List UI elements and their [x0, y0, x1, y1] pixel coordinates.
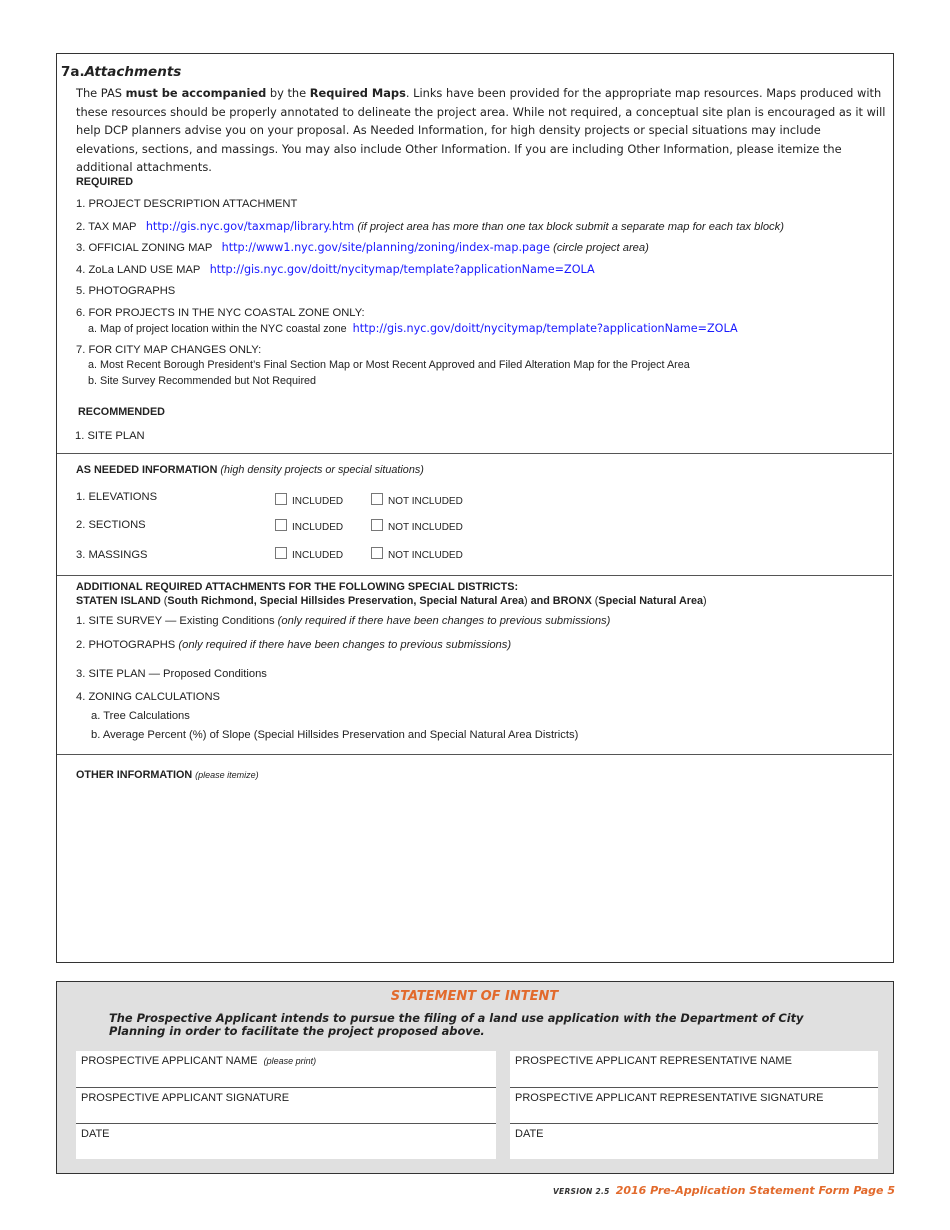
required-item-7b: b. Site Survey Recommended but Not Required: [88, 375, 317, 387]
other-info-heading: OTHER INFORMATION (please itemize): [76, 769, 259, 781]
special-item-1: 1. SITE SURVEY — Existing Conditions (only required if there have been changes to previous submissions): [76, 615, 611, 627]
required-item-7: 7. FOR CITY MAP CHANGES ONLY:: [76, 344, 262, 356]
statement-of-intent: [56, 981, 894, 1174]
field-divider: [76, 1123, 496, 1124]
other-info-area[interactable]: [76, 789, 876, 954]
applicant-signature-field[interactable]: PROSPECTIVE APPLICANT SIGNATURE: [76, 1088, 496, 1123]
special-item-3: 3. SITE PLAN — Proposed Conditions: [76, 668, 267, 680]
as-needed-row-massings: 3. MASSINGS: [76, 549, 148, 561]
required-item-1: 1. PROJECT DESCRIPTION ATTACHMENT: [76, 198, 298, 210]
statement-title: STATEMENT OF INTENT: [390, 989, 559, 1004]
checkbox[interactable]: [371, 547, 383, 559]
tax-map-link[interactable]: http://gis.nyc.gov/taxmap/library.htm: [145, 220, 355, 233]
section-title: 7a.Attachments: [61, 64, 182, 80]
sections-not-included[interactable]: NOT INCLUDED: [371, 519, 463, 533]
as-needed-row-sections: 2. SECTIONS: [76, 519, 146, 531]
special-districts-heading: ADDITIONAL REQUIRED ATTACHMENTS FOR THE FOLLOWING SPECIAL DISTRICTS:: [76, 581, 519, 593]
checkbox[interactable]: [371, 519, 383, 531]
required-item-6a: a. Map of project location within the NYC coastal zone http://gis.nyc.gov/doitt/nycitymap/template?applicationName=ZOLA: [88, 322, 738, 335]
special-item-2: 2. PHOTOGRAPHS (only required if there have been changes to previous submissions): [76, 639, 512, 651]
required-item-6: 6. FOR PROJECTS IN THE NYC COASTAL ZONE ONLY:: [76, 307, 365, 319]
special-item-4: 4. ZONING CALCULATIONS: [76, 691, 221, 703]
zoning-map-link[interactable]: http://www1.nyc.gov/site/planning/zoning/index-map.page: [221, 241, 550, 254]
as-needed-heading: AS NEEDED INFORMATION (high density projects or special situations): [76, 464, 424, 476]
field-divider: [76, 1087, 496, 1088]
elevations-not-included[interactable]: NOT INCLUDED: [371, 493, 463, 507]
special-item-4b: b. Average Percent (%) of Slope (Special Hillsides Preservation and Special Natural Area Districts): [91, 729, 579, 741]
required-item-3: 3. OFFICIAL ZONING MAP http://www1.nyc.gov/site/planning/zoning/index-map.page (circle project area): [76, 241, 649, 254]
sections-included[interactable]: INCLUDED: [275, 519, 343, 533]
required-item-7a: a. Most Recent Borough President’s Final Section Map or Most Recent Approved and Filed Alteration Map for the Project Area: [88, 359, 690, 371]
representative-date-field[interactable]: DATE: [510, 1124, 878, 1159]
field-divider: [510, 1123, 878, 1124]
elevations-included[interactable]: INCLUDED: [275, 493, 343, 507]
checkbox[interactable]: [275, 547, 287, 559]
page-footer: VERSION 2.5 2016 Pre-Application Statement Form Page 5: [552, 1184, 895, 1197]
checkbox[interactable]: [275, 493, 287, 505]
special-districts-subheading: STATEN ISLAND (South Richmond, Special Hillsides Preservation, Special Natural Area) and BRONX (Special Natural Area): [76, 595, 707, 607]
field-divider: [510, 1087, 878, 1088]
checkbox[interactable]: [371, 493, 383, 505]
intro-paragraph: The PAS must be accompanied by the Required Maps. Links have been provided for the appropriate map resources. Maps produced with these resources should be properly annotated to delineate the project area. While not required, a conceptual site plan is encouraged as it will help DCP planners advise you on your proposal. As Needed Information, for high density projects or special situations may include elevations, sections, and massings. You may also include Other Information. If you are including Other Information, please itemize the additional attachments.: [76, 86, 886, 175]
massings-included[interactable]: INCLUDED: [275, 547, 343, 561]
representative-signature-field[interactable]: PROSPECTIVE APPLICANT REPRESENTATIVE SIGNATURE: [510, 1088, 878, 1123]
special-item-4a: a. Tree Calculations: [91, 710, 190, 722]
required-item-5: 5. PHOTOGRAPHS: [76, 285, 176, 297]
checkbox[interactable]: [275, 519, 287, 531]
representative-name-field[interactable]: PROSPECTIVE APPLICANT REPRESENTATIVE NAME: [510, 1051, 878, 1087]
statement-text: The Prospective Applicant intends to pursue the filing of a land use application with the Department of City Planning in order to facilitate the project proposed above.: [109, 1011, 804, 1038]
recommended-item-1: 1. SITE PLAN: [75, 430, 145, 442]
applicant-name-field[interactable]: PROSPECTIVE APPLICANT NAME (please print): [76, 1051, 496, 1087]
required-heading: REQUIRED: [76, 176, 133, 188]
zola-link[interactable]: http://gis.nyc.gov/doitt/nycitymap/template?applicationName=ZOLA: [209, 263, 595, 276]
recommended-heading: RECOMMENDED: [78, 406, 165, 418]
divider: [57, 754, 892, 755]
required-item-4: 4. ZoLa LAND USE MAP http://gis.nyc.gov/doitt/nycitymap/template?applicationName=ZOLA: [76, 263, 595, 276]
divider: [57, 575, 892, 576]
applicant-date-field[interactable]: DATE: [76, 1124, 496, 1159]
as-needed-row-elevations: 1. ELEVATIONS: [76, 491, 158, 503]
divider: [57, 453, 892, 454]
massings-not-included[interactable]: NOT INCLUDED: [371, 547, 463, 561]
required-item-2: 2. TAX MAP http://gis.nyc.gov/taxmap/library.htm (if project area has more than one tax block submit a separate map for each tax block): [76, 220, 784, 233]
attachments-section: [56, 53, 894, 963]
coastal-zone-link[interactable]: http://gis.nyc.gov/doitt/nycitymap/template?applicationName=ZOLA: [352, 322, 738, 335]
